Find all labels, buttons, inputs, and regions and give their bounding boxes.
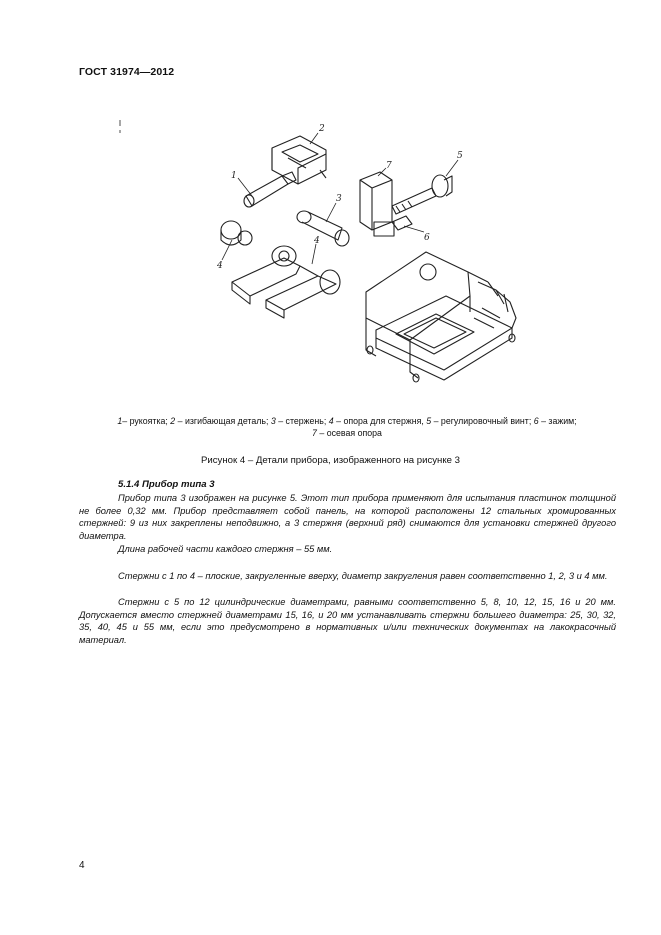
callout-2: 2	[319, 124, 325, 134]
figure-title: Рисунок 4 – Детали прибора, изображенного на рисунке 3	[201, 455, 460, 466]
rod-support-frame-drawing	[232, 246, 340, 318]
section-heading: 5.1.4 Прибор типа 3	[118, 479, 215, 490]
adjusting-screw-drawing	[392, 175, 452, 214]
figure-device-parts	[0, 0, 661, 400]
legend-text-7: – осевая опора	[316, 428, 382, 438]
page-number: 4	[79, 860, 85, 871]
callout-4-frame: 4	[314, 236, 320, 246]
handle-drawing	[244, 172, 296, 207]
legend-text-2: – изгибающая деталь;	[175, 416, 271, 426]
paragraph-3: Стержни с 1 по 4 – плоские, закругленные вверху, диаметр закругления равен соответственно 1, 2, 3 и 4 мм.	[118, 571, 608, 581]
rod-support-small-drawing	[221, 221, 252, 245]
paragraph-4: Стержни с 5 по 12 цилиндрические диаметрами, равными соответственно 5, 8, 10, 12, 15, 16 и 20 мм. Допускается вместо стержней диаметрами 15, 16, и 20 мм устанавливать стержни большего диаметра: 25, 30, 32, 35, 40, 45 и 55 мм, если это предусмотрено в нормативных и/или технических документах на лакокрасочный материал.	[79, 597, 616, 645]
callout-6: 6	[424, 233, 430, 243]
rod-drawing	[297, 211, 349, 246]
legend-text-1: – рукоятка;	[122, 416, 171, 426]
callout-7: 7	[386, 161, 392, 171]
callout-1: 1	[231, 171, 237, 181]
legend-num-4: 4	[328, 416, 334, 426]
paragraph-1: Прибор типа 3 изображен на рисунке 5. Этот тип прибора применяют для испытания пластинок толщиной не более 0,32 мм. Прибор представляет собой панель, на которой расположены 12 стальных хромированных стержней: 9 из них закреплены неподвижно, а 3 стержня (верхний ряд) снимаются для установки стержней другого диаметра.	[79, 493, 616, 541]
legend-num-6: 6	[533, 416, 539, 426]
legend-num-2: 2	[170, 416, 176, 426]
paragraph-2: Длина рабочей части каждого стержня – 55 мм.	[118, 544, 333, 554]
callout-3: 3	[336, 194, 342, 204]
legend-num-1: 1	[117, 416, 123, 426]
legend-text-6: – зажим;	[538, 416, 577, 426]
legend-num-5: 5	[426, 416, 432, 426]
document-header: ГОСТ 31974—2012	[79, 66, 175, 78]
legend-num-7: 7	[312, 428, 317, 438]
figure-legend	[72, 415, 622, 439]
legend-text-4: – опора для стержня,	[333, 416, 427, 426]
legend-num-3: 3	[270, 416, 276, 426]
callout-leaders	[120, 120, 458, 264]
assembled-device-drawing	[366, 252, 516, 382]
axial-support-drawing	[360, 172, 394, 236]
callout-4-left: 4	[217, 261, 223, 271]
legend-text-5: – регулировочный винт;	[431, 416, 534, 426]
callout-5: 5	[457, 151, 463, 161]
legend-text-3: – стержень;	[275, 416, 329, 426]
